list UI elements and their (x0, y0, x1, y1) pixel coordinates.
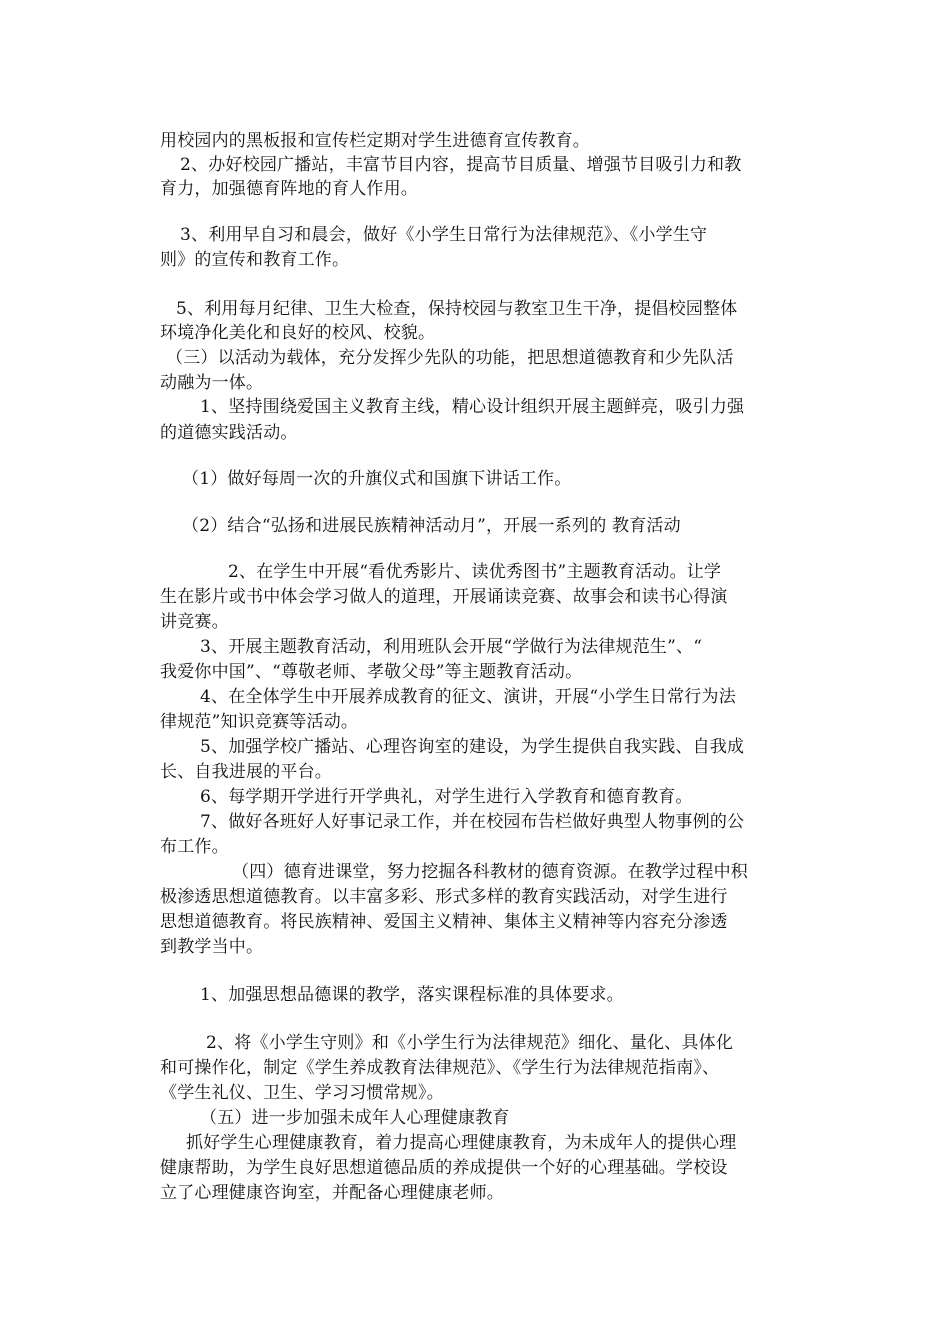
text-line: 健康帮助，为学生良好思想道德品质的养成提供一个好的心理基础。学校设 (160, 1158, 728, 1178)
text-line: 则》的宣传和教育工作。 (160, 250, 350, 270)
text-line: 布工作。 (160, 837, 229, 857)
text-line: 的道德实践活动。 (160, 423, 298, 443)
text-line: （五）进一步加强未成年人心理健康教育 (200, 1108, 510, 1128)
text-line: 生在影片或书中体会学习做人的道理，开展诵读竞赛、故事会和读书心得演 (160, 587, 728, 607)
text-line: 6、每学期开学进行开学典礼，对学生进行入学教育和德育教育。 (200, 787, 693, 807)
text-line: 极渗透思想道德教育。以丰富多彩、形式多样的教育实践活动，对学生进行 (160, 887, 728, 907)
text-line: 用校园内的黑板报和宣传栏定期对学生进德育宣传教育。 (160, 131, 590, 151)
text-line: 讲竞赛。 (160, 612, 229, 632)
text-line: （四）德育进课堂，努力挖掘各科教材的德育资源。在教学过程中积 (232, 862, 748, 882)
text-line: 3、利用早自习和晨会，做好《小学生日常行为法律规范》、《小学生守 (180, 225, 708, 245)
text-line: 抓好学生心理健康教育，着力提高心理健康教育，为未成年人的提供心理 (186, 1133, 737, 1153)
text-line: 律规范”知识竞赛等活动。 (160, 712, 359, 732)
text-line: （2）结合“弘扬和进展民族精神活动月”，开展一系列的 教育活动 (182, 516, 681, 536)
text-line: （三）以活动为载体，充分发挥少先队的功能，把思想道德教育和少先队活 (166, 348, 734, 368)
text-line: 1、加强思想品德课的教学，落实课程标准的具体要求。 (200, 985, 624, 1005)
text-line: 2、将《小学生守则》和《小学生行为法律规范》细化、量化、具体化 (206, 1033, 734, 1053)
text-line: 《学生礼仪、卫生、学习习惯常规》。 (160, 1083, 444, 1103)
text-line: 育力，加强德育阵地的育人作用。 (160, 179, 418, 199)
text-line: 思想道德教育。将民族精神、爱国主义精神、集体主义精神等内容充分渗透 (160, 912, 728, 932)
text-line: 长、自我进展的平台。 (160, 762, 332, 782)
text-line: 动融为一体。 (160, 373, 264, 393)
text-line: 环境净化美化和良好的校风、校貌。 (160, 323, 436, 343)
text-line: （1）做好每周一次的升旗仪式和国旗下讲话工作。 (182, 469, 572, 489)
text-line: 2、办好校园广播站，丰富节目内容，提高节目质量、增强节目吸引力和教 (180, 155, 742, 175)
text-line: 2、在学生中开展“看优秀影片、读优秀图书”主题教育活动。让学 (228, 562, 722, 582)
text-line: 到教学当中。 (160, 937, 264, 957)
text-line: 立了心理健康咨询室，并配备心理健康老师。 (160, 1183, 504, 1203)
text-line: 5、利用每月纪律、卫生大检查，保持校园与教室卫生干净，提倡校园整体 (176, 299, 738, 319)
text-line: 3、开展主题教育活动，利用班队会开展“学做行为法律规范生”、“ (200, 637, 703, 657)
text-line: 1、坚持围绕爱国主义教育主线，精心设计组织开展主题鲜亮，吸引力强 (200, 397, 745, 417)
text-line: 5、加强学校广播站、心理咨询室的建设，为学生提供自我实践、自我成 (200, 737, 745, 757)
text-line: 我爱你中国”、“尊敬老师、孝敬父母”等主题教育活动。 (160, 662, 583, 682)
text-line: 4、在全体学生中开展养成教育的征文、演讲，开展“小学生日常行为法 (200, 687, 736, 707)
text-line: 和可操作化，制定《学生养成教育法律规范》、《学生行为法律规范指南》、 (160, 1058, 720, 1078)
text-line: 7、做好各班好人好事记录工作，并在校园布告栏做好典型人物事例的公 (200, 812, 745, 832)
